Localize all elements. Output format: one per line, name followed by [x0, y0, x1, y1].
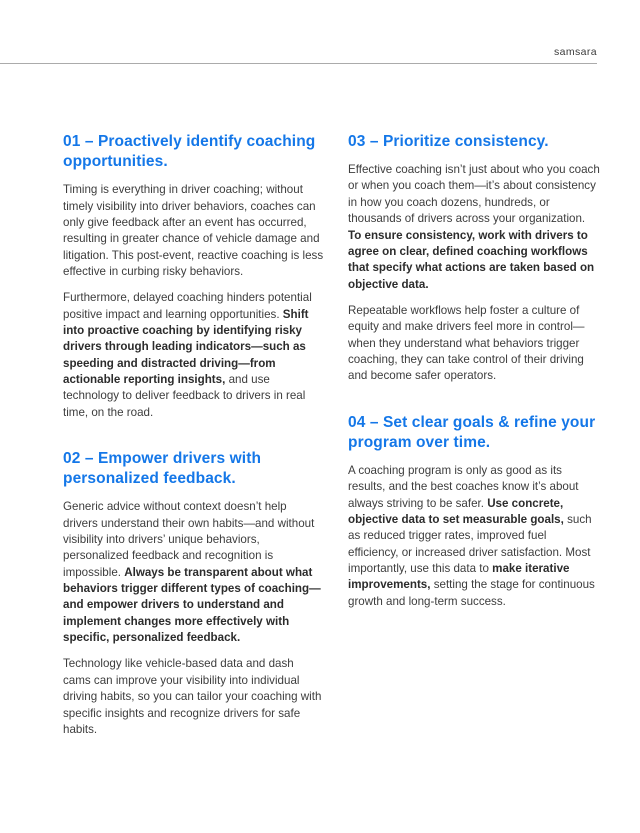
body-paragraph — [63, 182, 324, 280]
section-heading: 02 – Empower drivers with personalized feedback. — [63, 450, 262, 488]
left-column — [63, 132, 324, 766]
body-paragraph — [63, 656, 324, 738]
text-run: setting the stage for continuous growth and long-term success. — [348, 578, 595, 608]
text-run: and use technology to deliver feedback to drivers in real time, on the road. — [63, 373, 306, 419]
section-heading: 01 – Proactively identify coaching opportunities. — [63, 133, 316, 171]
text-run: Repeatable workflows help foster a culture of equity and make drivers feel more in control—when they understand what behaviors trigger coaching, they can take control of their driving and become safer operators. — [348, 303, 585, 383]
body-paragraph — [348, 303, 600, 385]
text-run: Furthermore, delayed coaching hinders potential positive impact and learning opportunities. — [63, 291, 312, 321]
page-header — [0, 0, 640, 64]
text-run: Technology like vehicle-based data and dash cams can improve your visibility into individual driving habits, so you can tailor your coaching with specific insights and recognize drivers for safe habits. — [63, 657, 322, 736]
bold-text-run: Use concrete, objective data to set measurable goals, — [348, 496, 564, 526]
article-section — [63, 449, 324, 738]
bold-text-run: make iterative improvements, — [348, 561, 570, 592]
right-column — [348, 132, 600, 766]
text-run: Generic advice without context doesn’t help drivers understand their own habits—and without visibility into drivers’ unique behaviors, personalized feedback and recognition is impossible. — [63, 500, 315, 579]
body-paragraph — [63, 290, 324, 421]
body-paragraph — [348, 463, 600, 610]
samsara-logo: samsara — [553, 46, 597, 58]
section-heading: 03 – Prioritize consistency. — [348, 133, 549, 150]
article-section — [348, 132, 600, 385]
text-run: A coaching program is only as good as its results, and the best coaches know it’s about always striving to be safer. — [348, 463, 579, 510]
text-run: Timing is everything in driver coaching; without timely visibility into driver behaviors, coaches can only give feedback after an event has occurred, resulting in greater chance of vehicle damage and litigation. This post-event, reactive coaching is less effective in curbing risky behaviors. — [63, 183, 324, 278]
body-paragraph — [348, 162, 600, 293]
bold-text-run: Shift into proactive coaching by identifying risky drivers through leading indicators—such as speeding and distracted driving—from actionable reporting insights, — [63, 307, 309, 387]
body-paragraph — [63, 499, 324, 646]
article-section — [63, 132, 324, 421]
text-run: such as reduced trigger rates, improved fuel efficiency, or increased driver satisfaction. Most importantly, use this data to — [348, 512, 592, 575]
article-section — [348, 413, 600, 610]
bold-text-run: To ensure consistency, work with drivers to agree on clear, defined coaching workflows that specify what actions are taken based on objective data. — [348, 228, 595, 291]
bold-text-run: Always be transparent about what behaviors trigger different types of coaching—and empower drivers to understand and implement changes more effectively with specific, personalized feedback. — [63, 565, 321, 645]
section-heading: 04 – Set clear goals & refine your program over time. — [348, 413, 596, 451]
content-columns — [0, 64, 640, 766]
text-run: Effective coaching isn’t just about who you coach or when you coach them—it’s about consistency in how you coach dozens, hundreds, or thousands of drivers across your organization. — [348, 163, 600, 226]
